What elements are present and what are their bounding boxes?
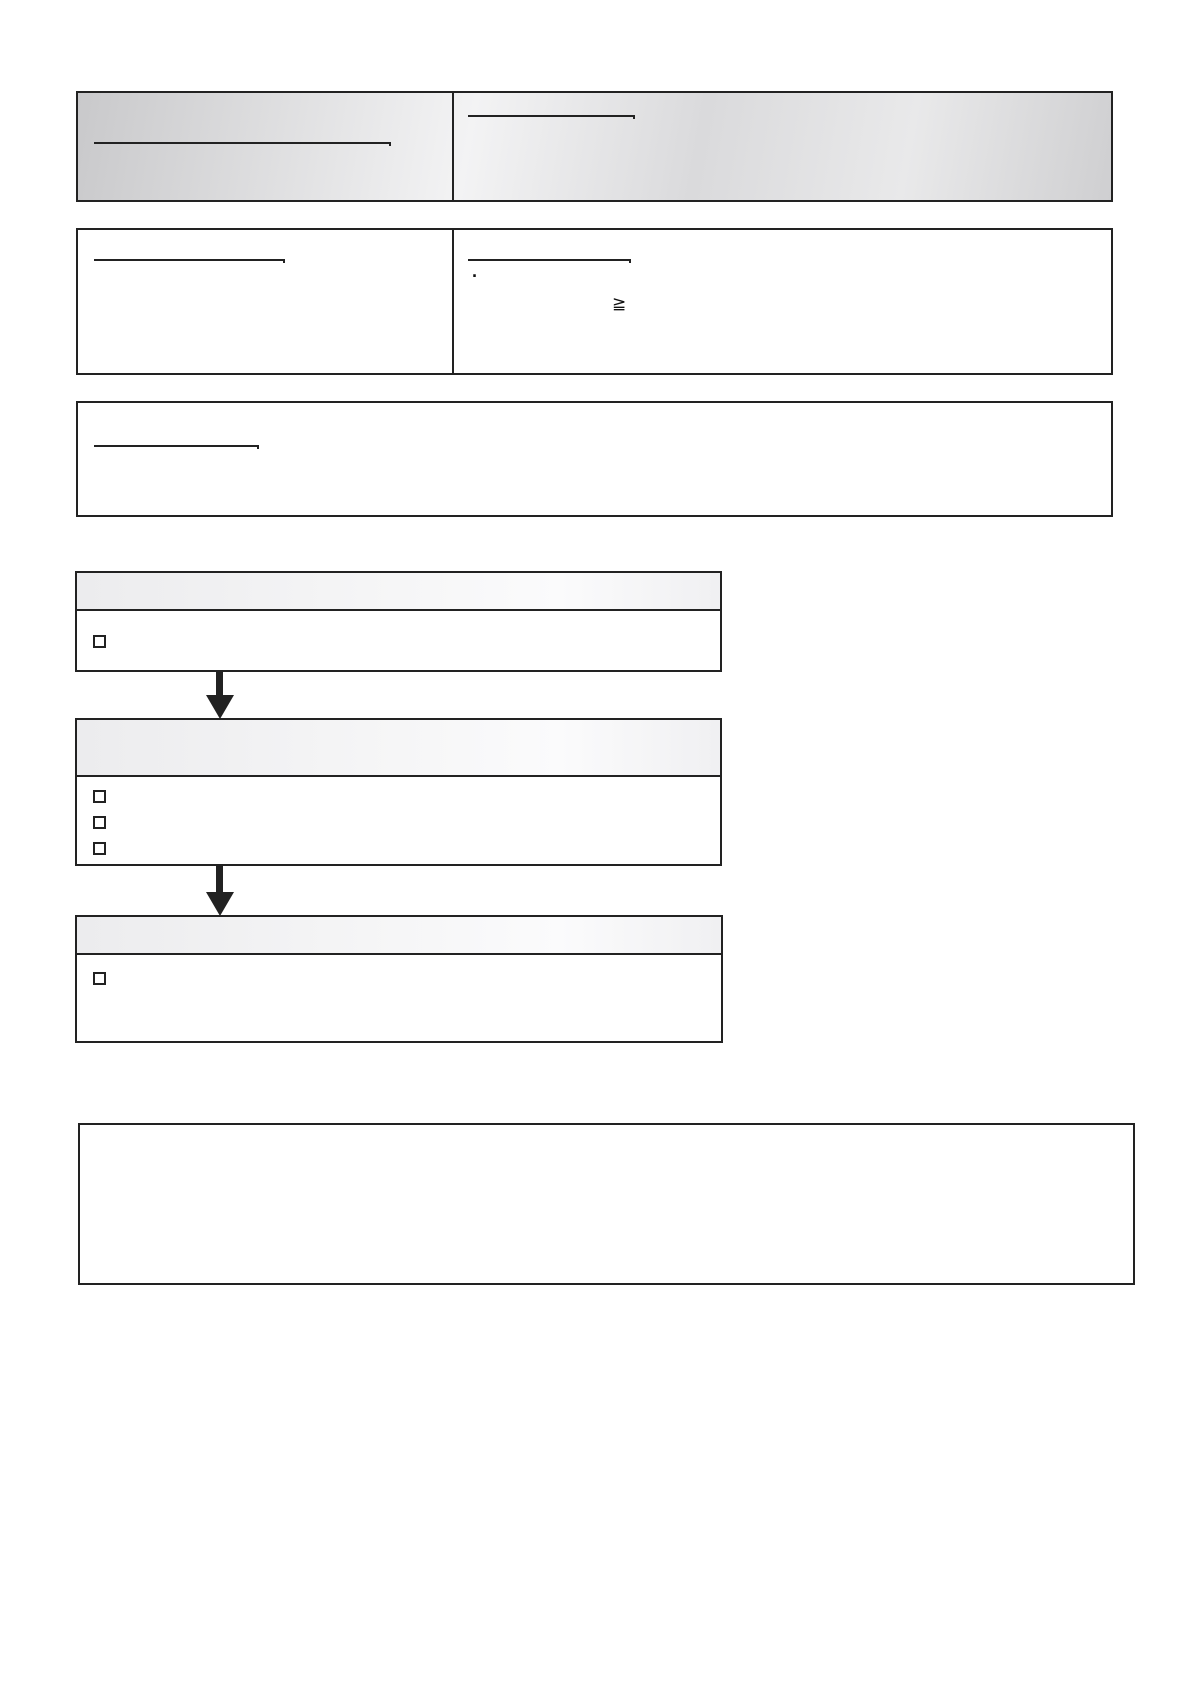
flow-step-1	[75, 571, 722, 672]
flow-step-3-checkbox-1[interactable]	[93, 972, 106, 985]
info-symbol: ≧	[612, 294, 627, 313]
top-left-underline	[94, 142, 390, 144]
flow-arrow-down-icon	[206, 866, 234, 916]
wide-underline	[94, 445, 258, 447]
flow-step-1-checkbox-1[interactable]	[93, 635, 106, 648]
top-header-right	[452, 93, 1111, 200]
flow-step-1-header	[77, 573, 720, 611]
note-block	[78, 1123, 1135, 1285]
flow-arrow-down-icon	[206, 672, 234, 719]
flow-step-3-header	[77, 917, 721, 955]
top-right-underline	[468, 115, 634, 117]
top-header-block	[76, 91, 1113, 202]
flow-step-2-checkbox-3[interactable]	[93, 842, 106, 855]
info-left	[78, 230, 453, 373]
wide-block	[76, 401, 1113, 517]
info-block	[76, 228, 1113, 375]
top-header-left	[78, 93, 453, 200]
flow-step-2-header	[77, 720, 720, 777]
flow-step-2-checkbox-2[interactable]	[93, 816, 106, 829]
info-left-underline	[94, 259, 284, 261]
info-right	[452, 230, 1111, 373]
flow-step-2-checkbox-1[interactable]	[93, 790, 106, 803]
info-right-underline	[468, 259, 630, 261]
info-bullet: ·	[472, 266, 478, 286]
flow-step-3	[75, 915, 723, 1043]
flow-step-2	[75, 718, 722, 866]
